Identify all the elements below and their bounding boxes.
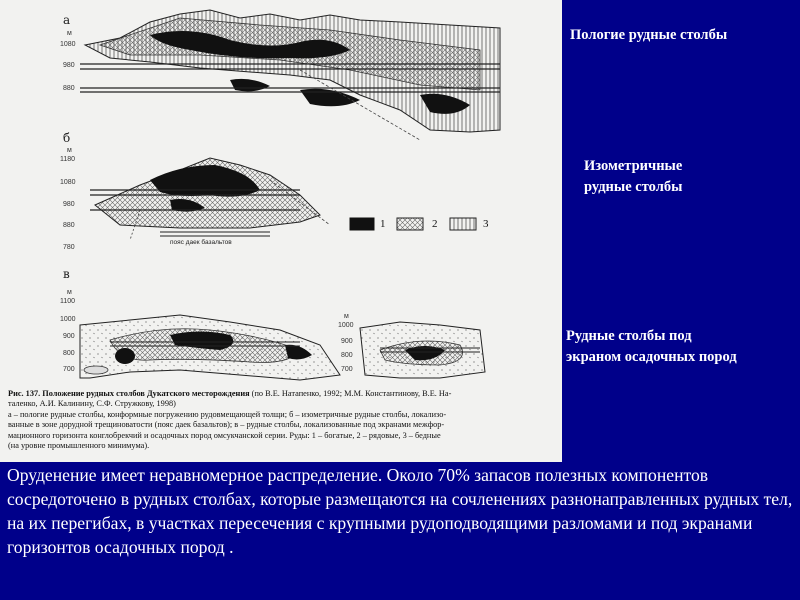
legend-swatch-poor — [450, 218, 476, 230]
label-screened-ore-shoots — [566, 326, 737, 368]
legend-label-2: 2 — [432, 218, 438, 230]
label-text: Изометричные — [584, 158, 683, 174]
dyke-belt-label: пояс даек базальтов — [170, 239, 232, 246]
panel-c-tick: 800 — [63, 350, 75, 357]
caption-line: (по В.Е. Натапенко, 1992; М.М. Константинову, В.Е. На- — [249, 389, 452, 398]
legend-swatch-ordinary — [397, 218, 423, 230]
label-text: Пологие рудные столбы — [570, 27, 728, 43]
panel-a-tick: 1080 — [60, 41, 76, 48]
caption-line: таленко, А.И. Калинину, С.Ф. Стружкову, 1998) — [8, 399, 176, 409]
panel-b-unit: м — [67, 147, 72, 154]
panel-c-tick: 1000 — [60, 316, 76, 323]
label-text: рудные столбы — [584, 179, 683, 195]
panel-c-tick-right: 1000 — [338, 322, 354, 329]
panel-b-tick: 880 — [63, 222, 75, 229]
panel-c-letter: в — [63, 267, 70, 281]
legend-label-1: 1 — [380, 218, 386, 230]
caption-line: ванные в зоне дорудной трещиноватости (пояс даек базальтов); в – рудные столбы, локализованные под экранами межфор- — [8, 420, 445, 430]
label-text: Рудные столбы под — [566, 328, 692, 344]
figure-caption — [8, 389, 560, 451]
panel-c-tick-right: 800 — [341, 352, 353, 359]
panel-c-section — [80, 315, 485, 380]
panel-a-tick: 880 — [63, 85, 75, 92]
panel-b-tick: 980 — [63, 201, 75, 208]
label-gentle-ore-shoots — [570, 25, 727, 46]
panel-b-section — [90, 158, 330, 240]
panel-a-tick: 980 — [63, 62, 75, 69]
panel-c-tick: 700 — [63, 366, 75, 373]
body-paragraph: Оруденение имеет неравномерное распределение. Около 70% запасов полезных компонентов сосредоточено в рудных столбах, которые размещаются на сочленениях разнонаправленных рудных тел, на их перегибах, в участках пересечения с крупными рудоподводящими разломами и под экранами горизонтов осадочных пород . — [7, 465, 793, 557]
legend-swatch-rich — [350, 218, 374, 230]
label-text: экраном осадочных пород — [566, 349, 737, 365]
caption-line: мационного горизонта конглобрекчий и осадочных пород омсукчанской серии. Руды: 1 – богатые, 2 – рядовые, 3 – бедные — [8, 430, 441, 440]
caption-title: Рис. 137. Положение рудных столбов Дукатского месторождения — [8, 389, 250, 398]
panel-a-letter: а — [63, 13, 71, 27]
legend — [350, 218, 476, 230]
panel-c-tick-right: 700 — [341, 366, 353, 373]
panel-b-letter: б — [63, 131, 71, 145]
caption-line: (на уровне промышленного минимума). — [8, 441, 150, 451]
panel-c-tick-right: 900 — [341, 338, 353, 345]
panel-b-tick: 1180 — [60, 156, 76, 163]
panel-a-unit: м — [67, 30, 72, 37]
panel-b-tick: 1080 — [60, 179, 76, 186]
panel-a-section — [80, 10, 500, 140]
label-isometric-ore-shoots — [584, 156, 682, 198]
caption-line: а – пологие рудные столбы, конформные погружению рудовмещающей толщи; б – изометричные рудные столбы, локализо- — [8, 409, 447, 419]
panel-c-unit: м — [67, 289, 72, 296]
panel-c-tick: 900 — [63, 333, 75, 340]
panel-c-unit-right: м — [344, 313, 349, 320]
legend-label-3: 3 — [483, 218, 489, 230]
panel-b-tick: 780 — [63, 244, 75, 251]
panel-c-tick: 1100 — [60, 298, 76, 305]
